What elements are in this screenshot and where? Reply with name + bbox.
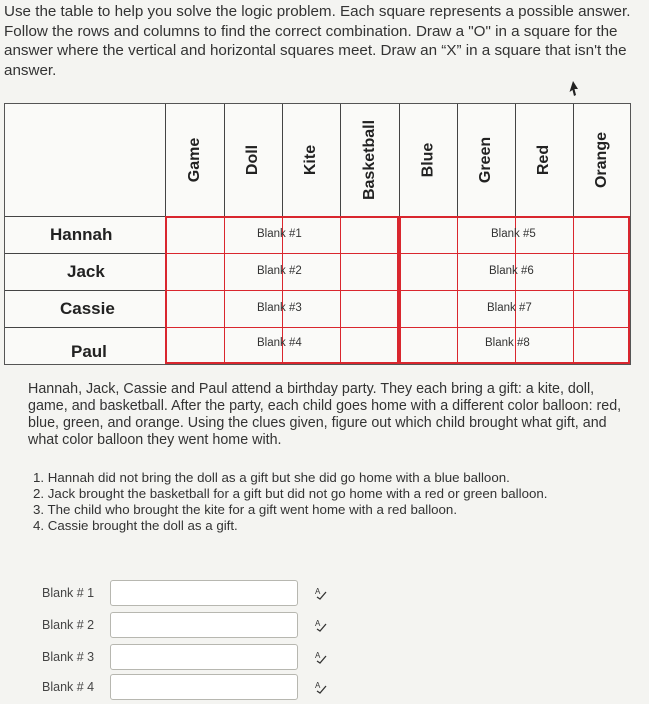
column-header-doll: Doll: [224, 104, 282, 216]
row-label-cassie: Cassie: [5, 290, 165, 327]
grid-column-divider: [457, 216, 458, 364]
answer-input-4[interactable]: [110, 674, 298, 700]
answer-label-3: Blank # 3: [42, 650, 95, 664]
blank-label-3: Blank #3: [257, 302, 302, 314]
blank-label-7: Blank #7: [487, 302, 532, 314]
clue-list: [33, 470, 623, 534]
row-label-hannah: Hannah: [5, 216, 165, 253]
column-header-basketball: Basketball: [340, 104, 399, 216]
row-label-paul: Paul: [5, 327, 165, 364]
answer-input-1[interactable]: [110, 580, 298, 606]
answer-label-2: Blank # 2: [42, 618, 95, 632]
row-label-jack: Jack: [5, 253, 165, 290]
grid-row-divider: [165, 253, 630, 254]
svg-text:A: A: [315, 619, 321, 628]
grid-row-divider: [165, 327, 630, 328]
answer-label-1: Blank # 1: [42, 586, 95, 600]
svg-text:A: A: [315, 651, 321, 660]
grid-column-divider: [224, 216, 225, 364]
clue-item: 1. Hannah did not bring the doll as a gift but she did go home with a blue balloon.: [33, 470, 510, 485]
blank-label-2: Blank #2: [257, 265, 302, 277]
blank-label-6: Blank #6: [489, 265, 534, 277]
spellcheck-icon[interactable]: [314, 650, 328, 664]
answer-input-2[interactable]: [110, 612, 298, 638]
answer-input-3[interactable]: [110, 644, 298, 670]
clue-item: 4. Cassie brought the doll as a gift.: [33, 518, 238, 533]
column-header-green: Green: [457, 104, 515, 216]
blank-label-4: Blank #4: [257, 337, 302, 349]
mouse-cursor-icon: [566, 80, 580, 98]
spellcheck-icon[interactable]: [314, 618, 328, 632]
column-header-blue: Blue: [399, 104, 457, 216]
column-header-red: Red: [515, 104, 573, 216]
spellcheck-icon[interactable]: [314, 586, 328, 600]
svg-text:A: A: [315, 681, 321, 690]
spellcheck-icon[interactable]: [314, 680, 328, 694]
column-header-game: Game: [165, 104, 224, 216]
svg-text:A: A: [315, 587, 321, 596]
instructions-text: Use the table to help you solve the logic problem. Each square represents a possible answer. Follow the rows and columns to find the correct combination. Draw a "O" in a square for the answer where the vertical and horizontal squares meet. Draw an “X” in a square that isn't the answer.: [4, 3, 631, 79]
grid-row-divider: [165, 290, 630, 291]
blank-label-1: Blank #1: [257, 228, 302, 240]
story-text: Hannah, Jack, Cassie and Paul attend a birthday party. They each bring a gift: a kite, doll, game, and basketball. After the party, each child goes home with a different color balloon: red, blue, green, and orange. Using the clues given, figure out which child brought what gift, and what color balloon they went home with.: [28, 381, 622, 448]
blank-label-8: Blank #8: [485, 337, 530, 349]
blank-label-5: Blank #5: [491, 228, 536, 240]
answer-label-4: Blank # 4: [42, 680, 95, 694]
clue-item: 2. Jack brought the basketball for a gift but did not go home with a red or green balloon.: [33, 486, 548, 501]
grid-column-divider: [573, 216, 574, 364]
clue-item: 3. The child who brought the kite for a gift went home with a red balloon.: [33, 502, 458, 517]
logic-grid: [4, 103, 631, 365]
grid-column-divider: [340, 216, 341, 364]
column-header-orange: Orange: [573, 104, 630, 216]
column-header-kite: Kite: [282, 104, 340, 216]
